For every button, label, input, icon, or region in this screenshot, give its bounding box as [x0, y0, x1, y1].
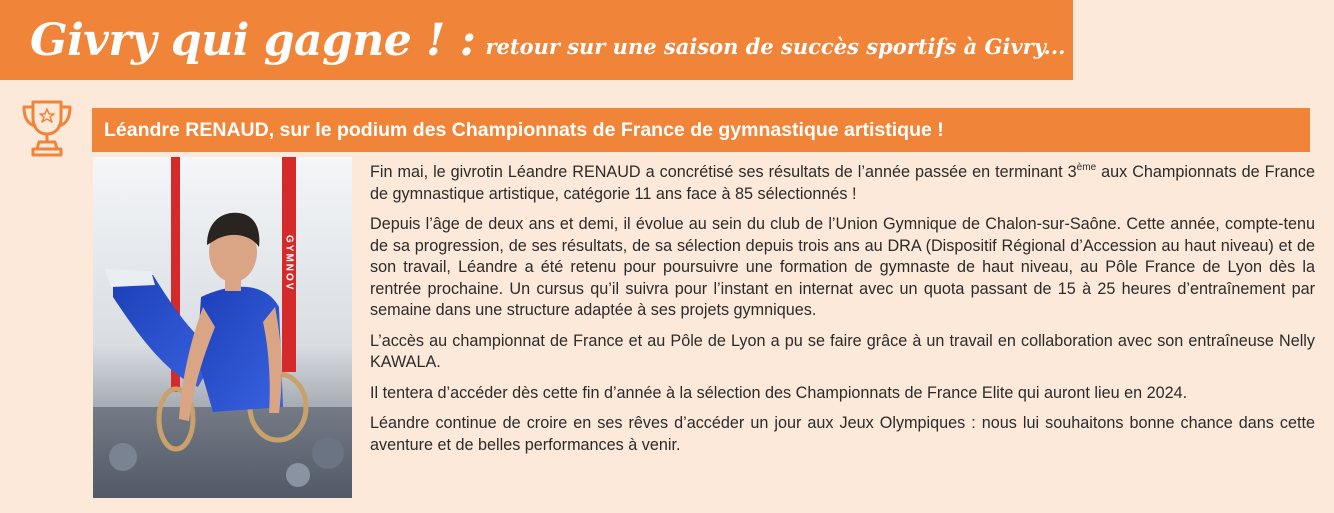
- banner-title: Givry qui gagne ! :: [30, 14, 476, 66]
- trophy-icon: [18, 96, 76, 160]
- banner-subtitle: retour sur une saison de succès sportifs à Givry...: [485, 33, 1066, 59]
- gymnast-photo: [93, 157, 352, 498]
- article-paragraph-3: L’accès au championnat de France et au Pôle de Lyon a pu se faire grâce à un travail en collaboration avec son entraîneuse Nelly KAWALA.: [370, 331, 1315, 371]
- article-paragraph-2: Depuis l’âge de deux ans et demi, il évolue au sein du club de l’Union Gymnique de Chalon-sur-Saône. Cette année, compte-tenu de sa progression, de ses résultats, de sa sélection depuis trois ans au DRA (Dispositif Régional d’Accession au haut niveau) et de son travail, Léandre a été retenu pour poursuivre une formation de gymnaste de haut niveau, au Pôle France de Lyon dès la rentrée prochaine. Un cursus qu’il suivra pour l’instant en internat avec un quota passant de 15 à 25 heures d’entraînement par semaine dans une structure adaptée à ses projets gymniques.: [370, 215, 1315, 319]
- article-paragraph-1: Fin mai, le givrotin Léandre RENAUD a concrétisé ses résultats de l’année passée en terminant 3ème aux Championnats de France de gymnastique artistique, catégorie 11 ans face à 85 sélectionnés !: [370, 161, 1315, 203]
- article-paragraph-5: Léandre continue de croire en ses rêves d’accéder un jour aux Jeux Olympiques : nous lui souhaitons bonne chance dans cette aventure et de belles performances à venir.: [370, 414, 1315, 454]
- strap-label: GYMNOV: [283, 235, 295, 292]
- section-title: Léandre RENAUD, sur le podium des Championnats de France de gymnastique artistique !: [104, 118, 944, 141]
- article-body: [370, 162, 1315, 456]
- section-title-bar: [92, 108, 1310, 152]
- article-paragraph-4: Il tentera d’accéder dès cette fin d’année à la sélection des Championnats de France Elite qui auront lieu en 2024.: [370, 383, 1188, 402]
- top-banner: [0, 0, 1073, 80]
